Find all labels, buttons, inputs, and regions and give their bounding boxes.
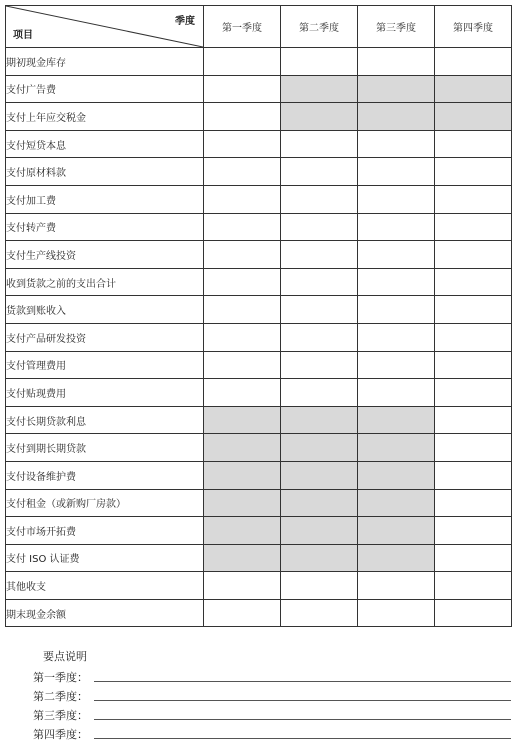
entry-cell[interactable] bbox=[204, 185, 281, 213]
entry-cell[interactable] bbox=[358, 323, 435, 351]
row-label: 支付短贷本息 bbox=[6, 130, 204, 158]
entry-cell[interactable] bbox=[435, 268, 512, 296]
row-label: 支付长期贷款利息 bbox=[6, 406, 204, 434]
table-row bbox=[6, 572, 512, 600]
row-label: 支付 ISO 认证费 bbox=[6, 544, 204, 572]
row-label: 支付转产费 bbox=[6, 213, 204, 241]
entry-cell[interactable] bbox=[281, 323, 358, 351]
header-row bbox=[6, 6, 512, 48]
row-label: 支付市场开拓费 bbox=[6, 517, 204, 545]
row-label: 货款到账收入 bbox=[6, 296, 204, 324]
note-line-q1 bbox=[33, 666, 511, 685]
entry-cell[interactable] bbox=[435, 544, 512, 572]
shaded-cell bbox=[281, 75, 358, 103]
entry-cell[interactable] bbox=[435, 406, 512, 434]
entry-cell[interactable] bbox=[358, 572, 435, 600]
shaded-cell bbox=[358, 489, 435, 517]
row-label: 支付加工费 bbox=[6, 185, 204, 213]
entry-cell[interactable] bbox=[435, 379, 512, 407]
entry-cell[interactable] bbox=[281, 158, 358, 186]
entry-cell[interactable] bbox=[435, 461, 512, 489]
table-row bbox=[6, 296, 512, 324]
diagonal-divider bbox=[6, 6, 203, 47]
entry-cell[interactable] bbox=[358, 296, 435, 324]
entry-cell[interactable] bbox=[204, 103, 281, 131]
shaded-cell bbox=[204, 517, 281, 545]
shaded-cell bbox=[358, 544, 435, 572]
note-line-q4 bbox=[33, 723, 511, 742]
entry-cell[interactable] bbox=[358, 130, 435, 158]
table-row bbox=[6, 406, 512, 434]
entry-cell[interactable] bbox=[358, 48, 435, 76]
row-label: 其他收支 bbox=[6, 572, 204, 600]
entry-cell[interactable] bbox=[435, 48, 512, 76]
entry-cell[interactable] bbox=[204, 158, 281, 186]
shaded-cell bbox=[435, 75, 512, 103]
entry-cell[interactable] bbox=[435, 213, 512, 241]
table-row bbox=[6, 103, 512, 131]
shaded-cell bbox=[281, 489, 358, 517]
entry-cell[interactable] bbox=[204, 379, 281, 407]
shaded-cell bbox=[281, 461, 358, 489]
entry-cell[interactable] bbox=[281, 213, 358, 241]
shaded-cell bbox=[204, 544, 281, 572]
shaded-cell bbox=[435, 103, 512, 131]
row-label: 期末现金余额 bbox=[6, 599, 204, 627]
entry-cell[interactable] bbox=[204, 351, 281, 379]
table-row bbox=[6, 379, 512, 407]
note-write-line[interactable] bbox=[94, 719, 511, 720]
entry-cell[interactable] bbox=[204, 213, 281, 241]
entry-cell[interactable] bbox=[358, 158, 435, 186]
entry-cell[interactable] bbox=[281, 130, 358, 158]
table-row bbox=[6, 599, 512, 627]
entry-cell[interactable] bbox=[435, 599, 512, 627]
notes-section bbox=[33, 648, 511, 742]
corner-header-cell bbox=[6, 6, 204, 48]
shaded-cell bbox=[281, 544, 358, 572]
table-row bbox=[6, 158, 512, 186]
row-label: 支付到期长期贷款 bbox=[6, 434, 204, 462]
table-row bbox=[6, 544, 512, 572]
shaded-cell bbox=[358, 406, 435, 434]
note-label: 第四季度： bbox=[33, 728, 88, 741]
row-label: 支付租金（或新购厂房款） bbox=[6, 489, 204, 517]
quarter-header-1: 第一季度 bbox=[204, 6, 281, 48]
shaded-cell bbox=[358, 103, 435, 131]
entry-cell[interactable] bbox=[358, 268, 435, 296]
note-label: 第三季度： bbox=[33, 709, 88, 722]
table-row bbox=[6, 268, 512, 296]
entry-cell[interactable] bbox=[435, 351, 512, 379]
entry-cell[interactable] bbox=[435, 489, 512, 517]
entry-cell[interactable] bbox=[435, 572, 512, 600]
table-row bbox=[6, 185, 512, 213]
note-label: 第二季度： bbox=[33, 690, 88, 703]
note-write-line[interactable] bbox=[94, 681, 511, 682]
entry-cell[interactable] bbox=[435, 434, 512, 462]
note-write-line[interactable] bbox=[94, 700, 511, 701]
table-row bbox=[6, 489, 512, 517]
row-label: 支付产品研发投资 bbox=[6, 323, 204, 351]
entry-cell[interactable] bbox=[204, 75, 281, 103]
table-row bbox=[6, 241, 512, 269]
shaded-cell bbox=[358, 75, 435, 103]
entry-cell[interactable] bbox=[358, 185, 435, 213]
quarter-header-3: 第三季度 bbox=[358, 6, 435, 48]
entry-cell[interactable] bbox=[358, 213, 435, 241]
table-body bbox=[6, 48, 512, 627]
note-write-line[interactable] bbox=[94, 738, 511, 739]
corner-label-quarter: 季度 bbox=[175, 16, 195, 27]
entry-cell[interactable] bbox=[204, 268, 281, 296]
shaded-cell bbox=[358, 461, 435, 489]
shaded-cell bbox=[358, 434, 435, 462]
row-label: 收到货款之前的支出合计 bbox=[6, 268, 204, 296]
entry-cell[interactable] bbox=[281, 296, 358, 324]
row-label: 支付原材料款 bbox=[6, 158, 204, 186]
table-row bbox=[6, 48, 512, 76]
table-row bbox=[6, 517, 512, 545]
entry-cell[interactable] bbox=[204, 296, 281, 324]
shaded-cell bbox=[204, 461, 281, 489]
entry-cell[interactable] bbox=[204, 241, 281, 269]
row-label: 支付管理费用 bbox=[6, 351, 204, 379]
note-line-q2 bbox=[33, 685, 511, 704]
entry-cell[interactable] bbox=[281, 351, 358, 379]
table-row bbox=[6, 130, 512, 158]
entry-cell[interactable] bbox=[281, 185, 358, 213]
entry-cell[interactable] bbox=[435, 517, 512, 545]
table-row bbox=[6, 351, 512, 379]
entry-cell[interactable] bbox=[281, 48, 358, 76]
row-label: 支付上年应交税金 bbox=[6, 103, 204, 131]
row-label: 支付设备维护费 bbox=[6, 461, 204, 489]
table-row bbox=[6, 75, 512, 103]
entry-cell[interactable] bbox=[435, 158, 512, 186]
table-row bbox=[6, 461, 512, 489]
entry-cell[interactable] bbox=[435, 296, 512, 324]
shaded-cell bbox=[204, 489, 281, 517]
notes-title: 要点说明 bbox=[43, 650, 87, 663]
entry-cell[interactable] bbox=[435, 185, 512, 213]
shaded-cell bbox=[281, 103, 358, 131]
entry-cell[interactable] bbox=[281, 379, 358, 407]
corner-label-item: 项目 bbox=[13, 30, 33, 41]
entry-cell[interactable] bbox=[204, 572, 281, 600]
note-line-q3 bbox=[33, 704, 511, 723]
entry-cell[interactable] bbox=[204, 599, 281, 627]
entry-cell[interactable] bbox=[435, 323, 512, 351]
entry-cell[interactable] bbox=[281, 572, 358, 600]
row-label: 支付贴现费用 bbox=[6, 379, 204, 407]
entry-cell[interactable] bbox=[358, 599, 435, 627]
note-label: 第一季度： bbox=[33, 671, 88, 684]
entry-cell[interactable] bbox=[204, 130, 281, 158]
shaded-cell bbox=[281, 406, 358, 434]
entry-cell[interactable] bbox=[281, 268, 358, 296]
quarter-header-4: 第四季度 bbox=[435, 6, 512, 48]
entry-cell[interactable] bbox=[204, 323, 281, 351]
entry-cell[interactable] bbox=[435, 130, 512, 158]
entry-cell[interactable] bbox=[358, 241, 435, 269]
row-label: 期初现金库存 bbox=[6, 48, 204, 76]
shaded-cell bbox=[281, 434, 358, 462]
shaded-cell bbox=[281, 517, 358, 545]
table-row bbox=[6, 213, 512, 241]
quarter-header-2: 第二季度 bbox=[281, 6, 358, 48]
entry-cell[interactable] bbox=[435, 241, 512, 269]
entry-cell[interactable] bbox=[204, 48, 281, 76]
row-label: 支付生产线投资 bbox=[6, 241, 204, 269]
entry-cell[interactable] bbox=[281, 599, 358, 627]
shaded-cell bbox=[358, 517, 435, 545]
table-row bbox=[6, 434, 512, 462]
entry-cell[interactable] bbox=[358, 379, 435, 407]
row-label: 支付广告费 bbox=[6, 75, 204, 103]
shaded-cell bbox=[204, 406, 281, 434]
entry-cell[interactable] bbox=[358, 351, 435, 379]
cash-flow-table bbox=[5, 5, 512, 627]
table-row bbox=[6, 323, 512, 351]
shaded-cell bbox=[204, 434, 281, 462]
entry-cell[interactable] bbox=[281, 241, 358, 269]
